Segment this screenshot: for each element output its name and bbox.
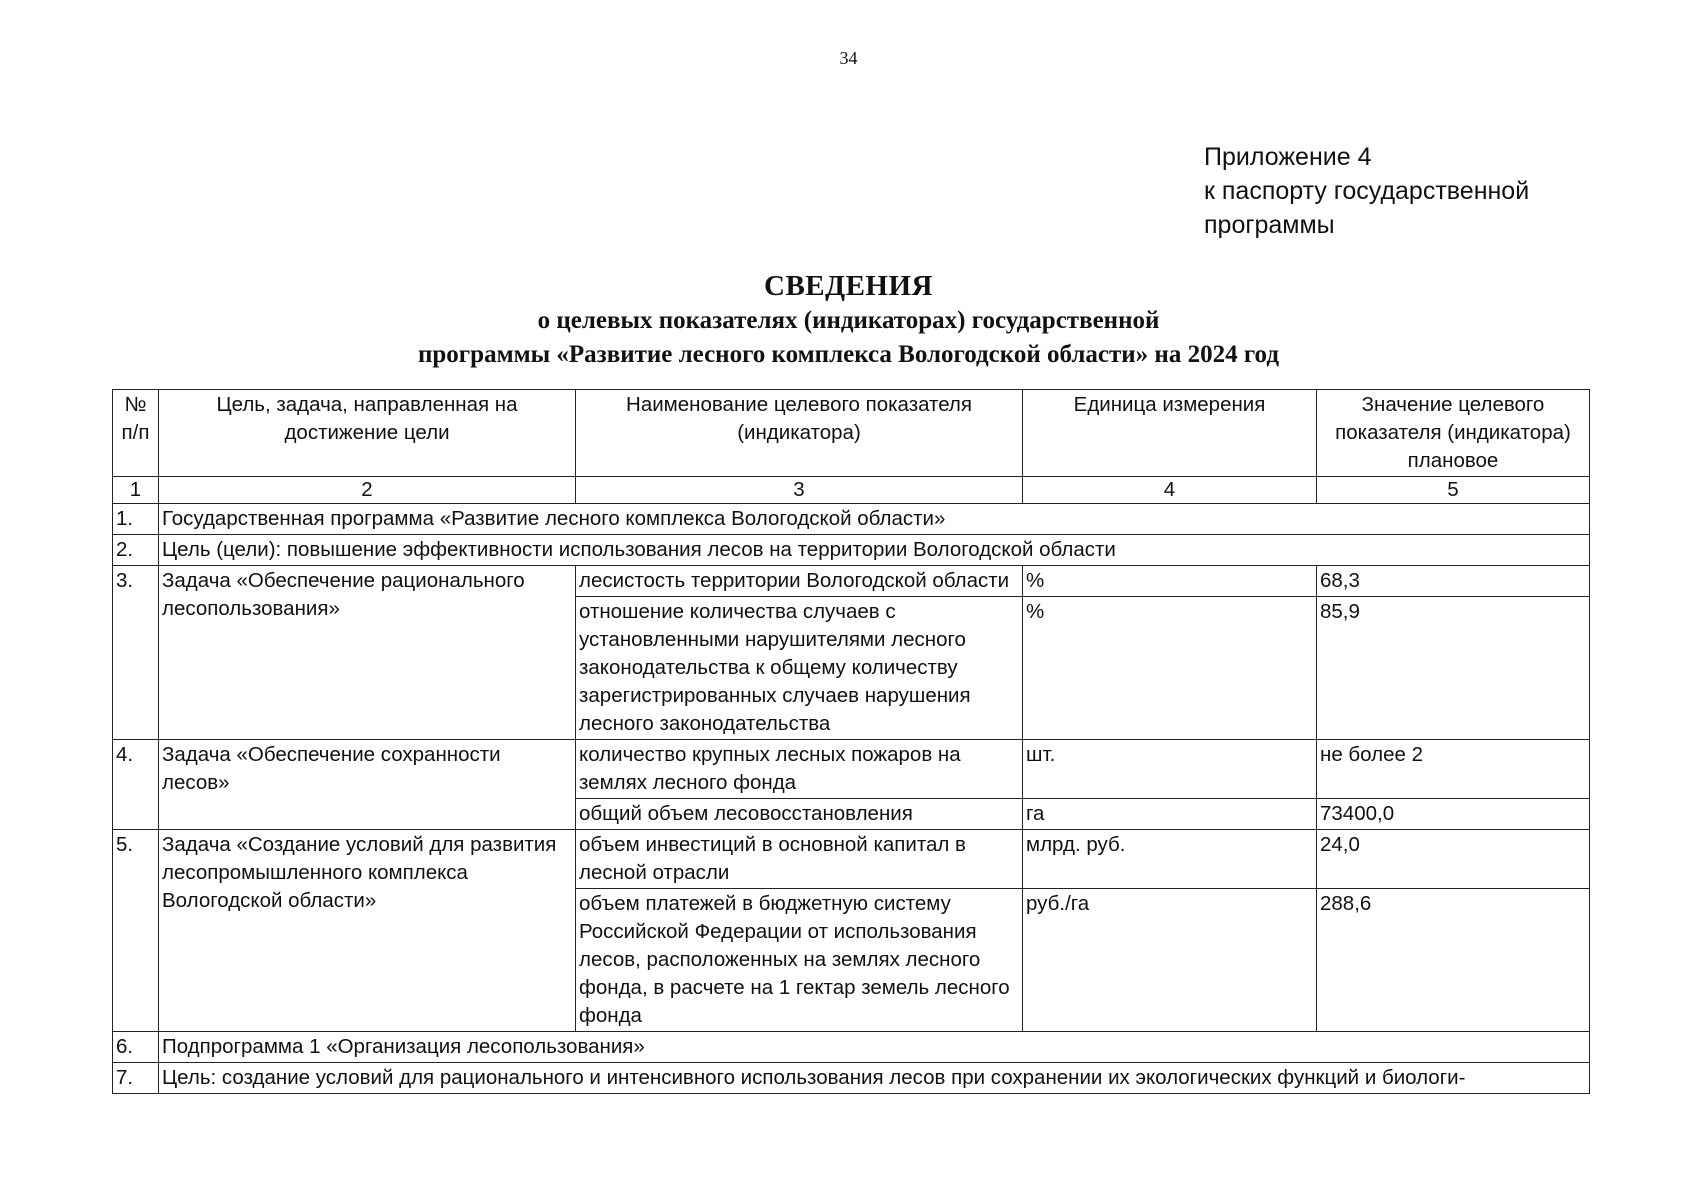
table-row bbox=[113, 566, 1590, 597]
subprogram-cell: Подпрограмма 1 «Организация лесопользования» bbox=[159, 1032, 1590, 1063]
indicator-unit: руб./га bbox=[1023, 889, 1317, 1032]
indicator-name: общий объем лесовосстановления bbox=[576, 799, 1023, 830]
document-title: СВЕДЕНИЯ bbox=[764, 270, 933, 302]
column-number: 4 bbox=[1023, 477, 1317, 504]
column-header: Наименование целевого показателя (индикатора) bbox=[576, 390, 1023, 477]
table-header-row bbox=[113, 390, 1590, 477]
column-number-row bbox=[113, 477, 1590, 504]
task-cell: Задача «Обеспечение сохранности лесов» bbox=[159, 740, 576, 830]
indicator-unit: шт. bbox=[1023, 740, 1317, 799]
column-header: Значение целевого показателя (индикатора) плановое bbox=[1317, 390, 1590, 477]
row-number: 1. bbox=[113, 504, 159, 535]
document-heading bbox=[0, 268, 1697, 372]
appendix-line: Приложение 4 bbox=[1204, 143, 1372, 171]
indicator-name: объем платежей в бюджетную систему Российской Федерации от использования лесов, расположенных на землях лесного фонда, в расчете на 1 гектар земель лесного фонда bbox=[576, 889, 1023, 1032]
indicator-name: лесистость территории Вологодской области bbox=[576, 566, 1023, 597]
indicator-value: не более 2 bbox=[1317, 740, 1590, 799]
table-row bbox=[113, 1032, 1590, 1063]
goal-cell: Цель: создание условий для рационального и интенсивного использования лесов при сохранении их экологических функций и биологи- bbox=[159, 1063, 1590, 1094]
goal-cell: Цель (цели): повышение эффективности использования лесов на территории Вологодской области bbox=[159, 535, 1590, 566]
row-number: 2. bbox=[113, 535, 159, 566]
indicator-value: 73400,0 bbox=[1317, 799, 1590, 830]
indicator-unit: млрд. руб. bbox=[1023, 830, 1317, 889]
indicator-value: 85,9 bbox=[1317, 597, 1590, 740]
document-subtitle: программы «Развитие лесного комплекса Вологодской области» на 2024 год bbox=[418, 341, 1279, 368]
document-subtitle: о целевых показателях (индикаторах) государственной bbox=[537, 307, 1160, 334]
table-row bbox=[113, 740, 1590, 799]
indicator-name: объем инвестиций в основной капитал в лесной отрасли bbox=[576, 830, 1023, 889]
indicator-value: 24,0 bbox=[1317, 830, 1590, 889]
column-header: Цель, задача, направленная на достижение цели bbox=[159, 390, 576, 477]
table-row bbox=[113, 535, 1590, 566]
column-header: Единица измерения bbox=[1023, 390, 1317, 477]
row-number: 5. bbox=[113, 830, 159, 1032]
table-row bbox=[113, 830, 1590, 889]
row-number: 3. bbox=[113, 566, 159, 740]
column-number: 5 bbox=[1317, 477, 1590, 504]
column-number: 1 bbox=[113, 477, 159, 504]
appendix-line: к паспорту государственной bbox=[1204, 177, 1530, 205]
indicator-unit: % bbox=[1023, 597, 1317, 740]
program-title-cell: Государственная программа «Развитие лесного комплекса Вологодской области» bbox=[159, 504, 1590, 535]
indicator-unit: % bbox=[1023, 566, 1317, 597]
task-cell: Задача «Создание условий для развития лесопромышленного комплекса Вологодской области» bbox=[159, 830, 576, 1032]
table-row bbox=[113, 1063, 1590, 1094]
task-cell: Задача «Обеспечение рационального лесопользования» bbox=[159, 566, 576, 740]
table-row bbox=[113, 504, 1590, 535]
appendix-line: программы bbox=[1204, 211, 1335, 239]
row-number: 6. bbox=[113, 1032, 159, 1063]
page-number: 34 bbox=[839, 48, 858, 68]
indicators-table bbox=[112, 389, 1590, 1094]
column-number: 2 bbox=[159, 477, 576, 504]
indicator-name: количество крупных лесных пожаров на землях лесного фонда bbox=[576, 740, 1023, 799]
column-header: № п/п bbox=[113, 390, 159, 477]
row-number: 7. bbox=[113, 1063, 159, 1094]
indicator-unit: га bbox=[1023, 799, 1317, 830]
indicator-value: 288,6 bbox=[1317, 889, 1590, 1032]
indicator-value: 68,3 bbox=[1317, 566, 1590, 597]
column-number: 3 bbox=[576, 477, 1023, 504]
row-number: 4. bbox=[113, 740, 159, 830]
appendix-note bbox=[1204, 140, 1529, 242]
indicator-name: отношение количества случаев с установленными нарушителями лесного законодательства к общему количеству зарегистрированных случаев нарушения лесного законодательства bbox=[576, 597, 1023, 740]
